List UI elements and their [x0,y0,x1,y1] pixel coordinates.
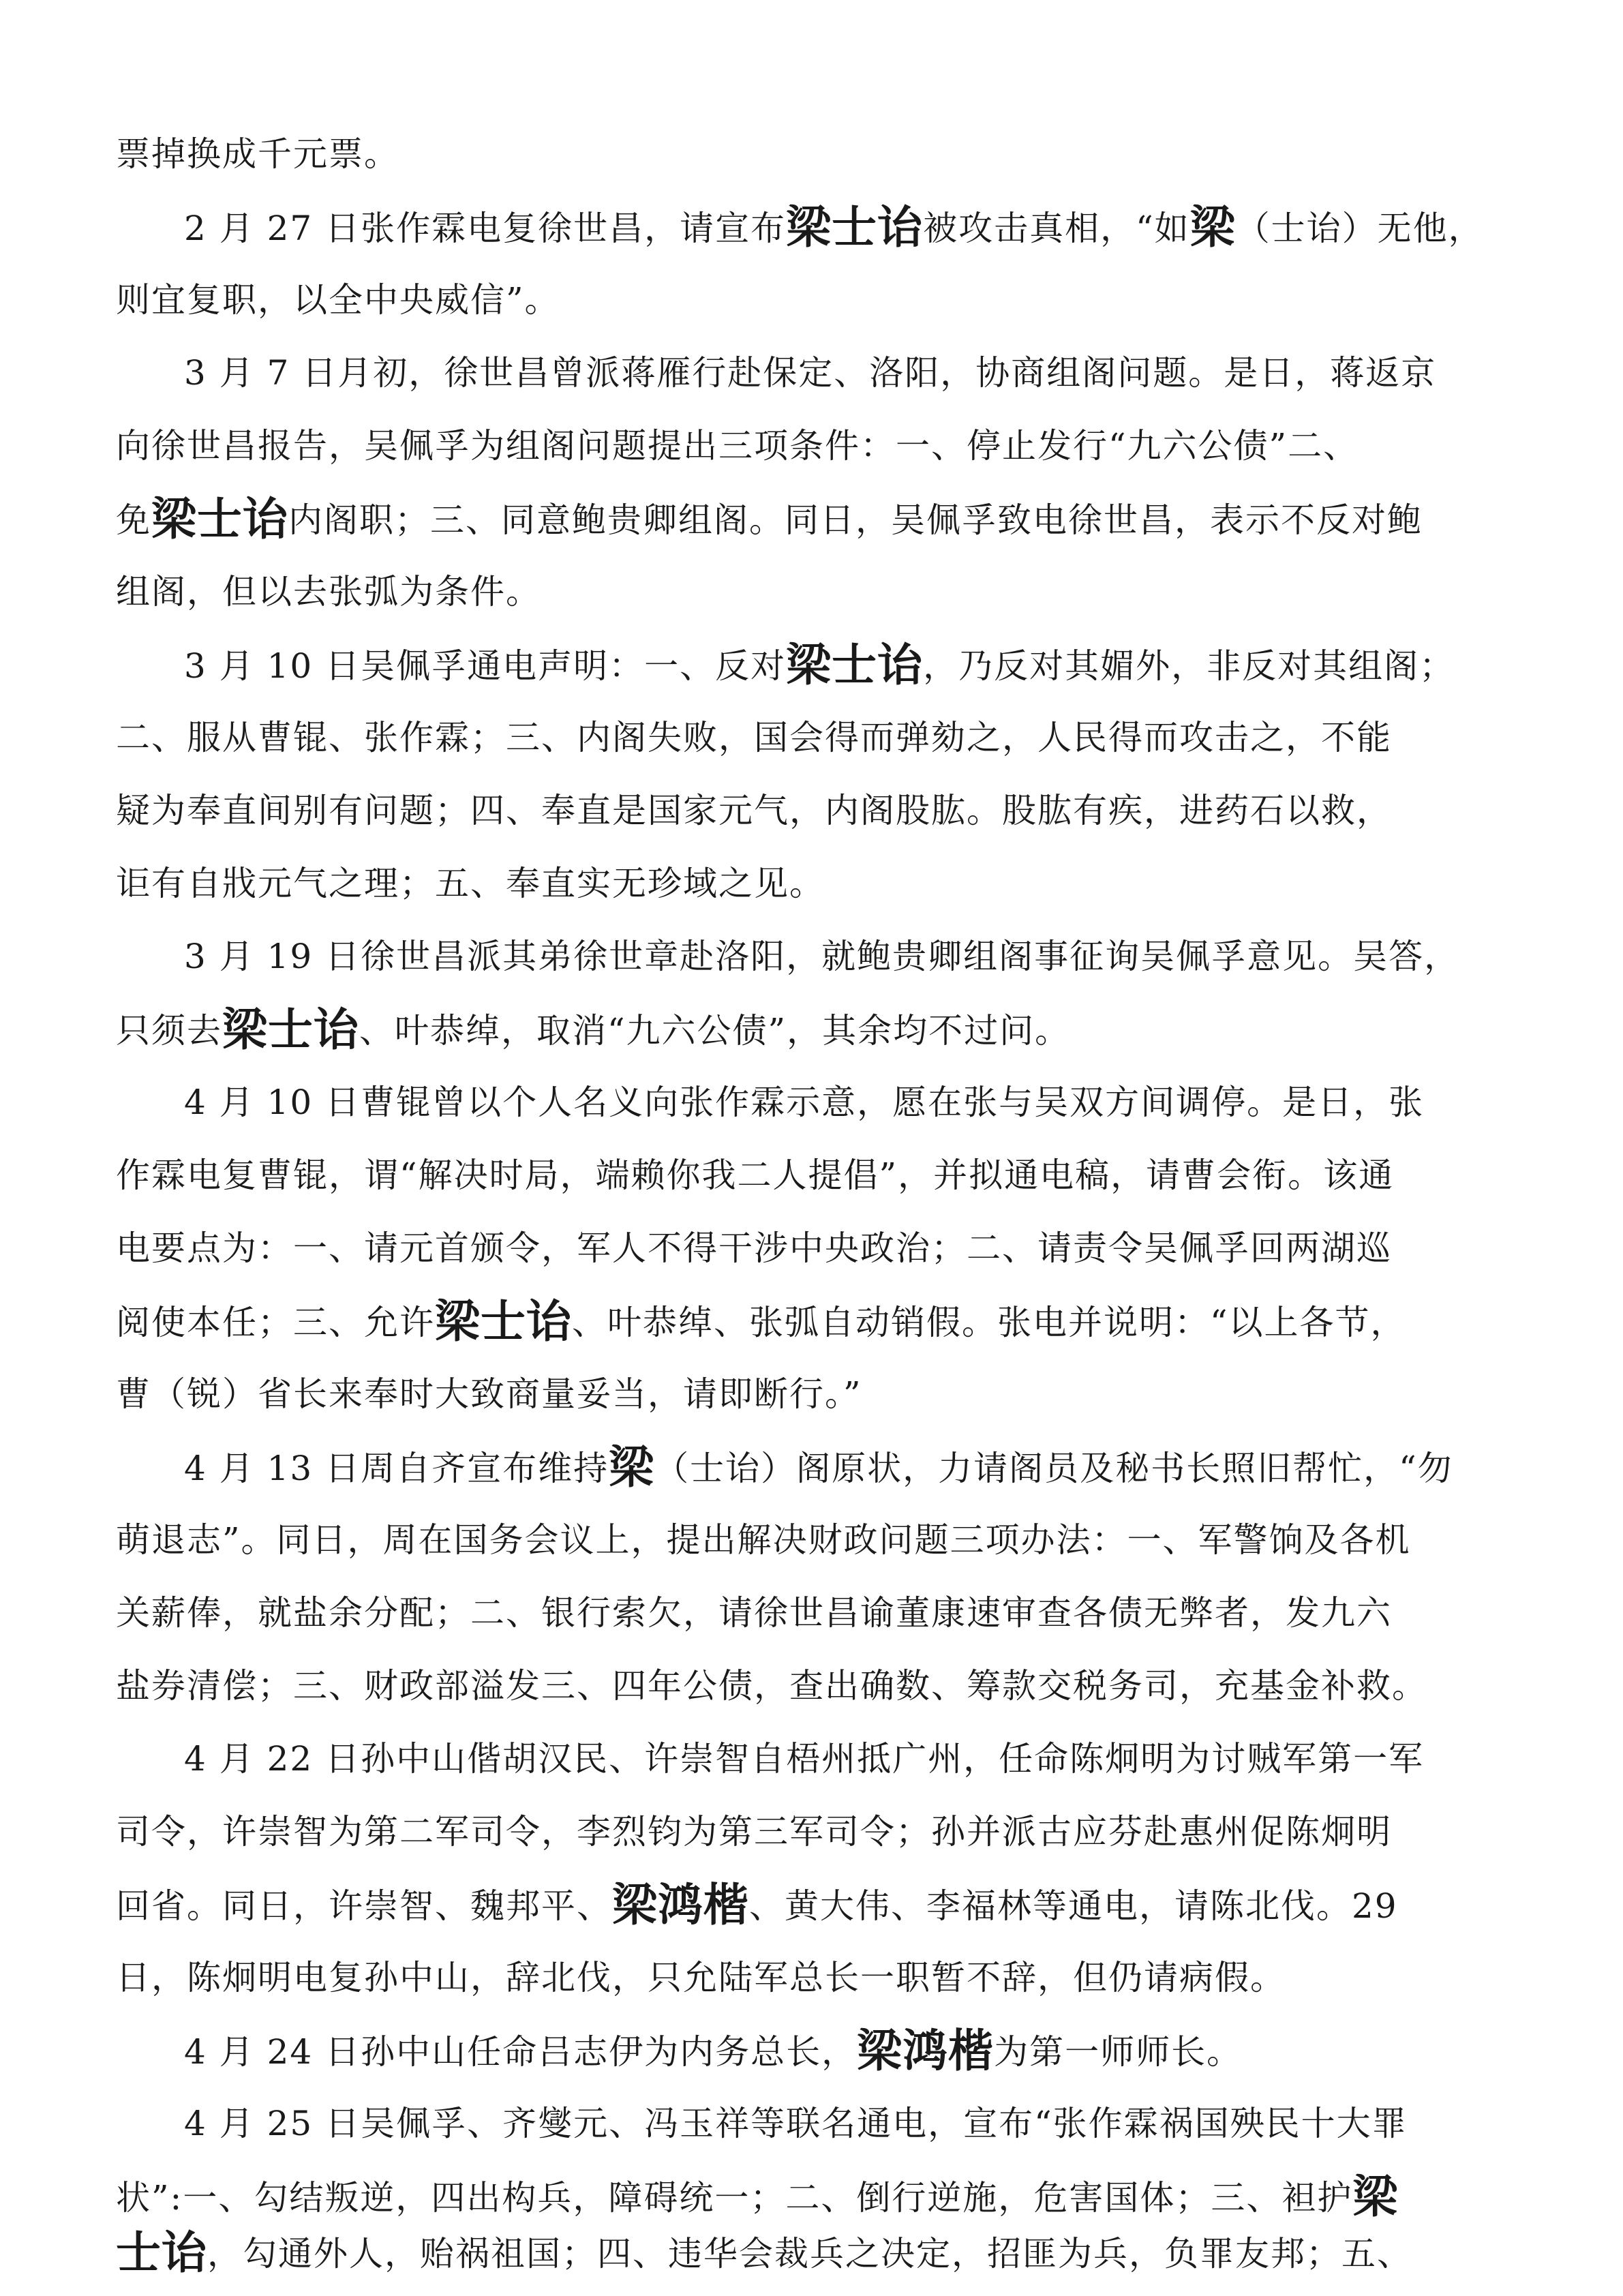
name-yi: 诒 [162,2226,207,2279]
text-segment: 、叶恭绰，取消“九六公债”，其余均不过问。 [359,1011,1071,1051]
name-liang-shiyi: 梁士诒 [786,638,924,691]
text-line [184,1442,1453,1511]
text-line [116,1880,1398,1948]
text-line [184,2026,1242,2094]
name-liang-shiyi: 梁士诒 [786,200,924,254]
text-segment: 4 月 25 日吴佩孚、齐燮元、冯玉祥等联名通电，宣布“张作霖祸国殃民十大罪 [184,2104,1408,2143]
text-line [116,1224,1392,1292]
text-segment: 免 [116,500,151,540]
text-segment: 疑为奉直间别有问题；四、奉直是国家元气，内阁股肱。股肱有疾，进药石以救， [116,791,1392,830]
text-line [184,1734,1424,1802]
text-segment: 2 月 27 日张作霖电复徐世昌，请宣布 [184,209,787,248]
name-liang: 梁 [1352,2170,1399,2223]
text-segment: 3 月 19 日徐世昌派其弟徐世章赴洛阳，就鲍贵卿组阁事征询吴佩孚意见。吴答， [184,937,1460,976]
text-segment: 二、服从曹锟、张作霖；三、内阁失败，国会得而弹劾之，人民得而攻击之，不能 [116,718,1392,757]
text-segment: （士诒）阁原状，力请阁员及秘书长照旧帮忙，“勿 [654,1449,1453,1488]
text-line [116,1807,1392,1875]
name-liang-shiyi: 梁士诒 [222,1003,359,1056]
text-segment: 曹（锐）省长来奉时大致商量妥当，请即断行。” [116,1374,862,1414]
name-liang: 梁 [1189,200,1236,254]
name-liang: 梁 [609,1440,655,1494]
text-line [116,2228,1412,2296]
text-segment: 、叶恭绰、张弧自动销假。张电并说明：“以上各节， [572,1303,1406,1342]
name-liang-honkai: 梁鸿楷 [857,2024,995,2077]
text-line [116,1953,1286,2021]
text-segment: 4 月 13 日周自齐宣布维持 [184,1449,609,1488]
text-segment: 司令，许崇智为第二军司令，李烈钧为第三军司令；孙并派古应芬赴惠州促陈炯明 [116,1812,1392,1852]
text-segment: ，乃反对其媚外，非反对其组阁； [923,646,1455,686]
text-segment: 4 月 24 日孙中山任命吕志伊为内务总长， [184,2032,858,2072]
text-segment: 讵有自戕元气之理；五、奉直实无珍域之见。 [116,864,825,903]
text-line [116,567,541,635]
text-segment: 只须去 [116,1011,222,1051]
text-segment: 4 月 22 日孙中山偕胡汉民、许崇智自梧州抵广州，任命陈炯明为讨贼军第一军 [184,1739,1425,1779]
text-segment: 、黄大伟、李福林等通电，请陈北伐。29 [749,1886,1398,1926]
text-line [116,1005,1070,1073]
text-line [116,130,399,198]
text-line [116,786,1392,854]
text-segment: （士诒）无他， [1235,209,1484,248]
text-line [116,494,1423,562]
text-segment: 阅使本任；三、允许 [116,1303,435,1342]
text-segment: 作霖电复曹锟，谓“解决时局，端赖你我二人提倡”，并拟通电稿，请曹会衔。该通 [116,1155,1395,1195]
text-line [184,202,1484,271]
text-line [184,1078,1424,1146]
text-line [116,1370,862,1438]
name-liang-honkai: 梁鸿楷 [612,1878,749,1931]
text-segment: 回省。同日，许崇智、魏邦平、 [116,1886,612,1926]
text-segment: 关薪俸，就盐余分配；二、银行索欠，请徐世昌谕董康速审查各债无弊者，发九六 [116,1593,1392,1633]
text-segment: 电要点为：一、请元首颁令，军人不得干涉中央政治；二、请责令吴佩孚回两湖巡 [116,1228,1392,1268]
name-liang-shiyi: 梁士诒 [435,1295,572,1348]
name-liang-shiyi: 梁士诒 [151,492,288,545]
text-segment: 3 月 7 日月初，徐世昌曾派蒋雁行赴保定、洛阳，协商组阁问题。是日，蒋返京 [184,353,1437,393]
text-segment: ，勾通外人，贻祸祖国；四、违华会裁兵之决定，招匪为兵，负罪友邦；五、 [207,2234,1412,2274]
text-line [184,932,1459,1000]
text-segment: 票掉换成千元票。 [116,134,399,174]
text-segment: 向徐世昌报告，吴佩孚为组阁问题提出三项条件：一、停止发行“九六公债”二、 [116,426,1359,466]
text-line [116,1661,1427,1729]
text-line [116,421,1359,489]
text-line [116,1515,1411,1584]
text-line [184,348,1436,417]
text-line [116,1297,1406,1365]
text-line [184,2099,1408,2167]
text-line [116,1588,1392,1657]
text-segment: 3 月 10 日吴佩孚通电声明：一、反对 [184,646,787,686]
text-segment: 被攻击真相，“如 [923,209,1190,248]
text-segment: 盐券清偿；三、财政部溢发三、四年公债，查出确数、筹款交税务司，充基金补救。 [116,1666,1427,1706]
text-segment: 为第一师师长。 [994,2032,1243,2072]
text-line [184,640,1455,708]
text-segment: 组阁，但以去张弧为条件。 [116,572,541,611]
text-line [116,275,560,344]
name-shi: 士 [116,2226,162,2279]
text-line [116,713,1392,781]
text-line [116,859,825,927]
text-segment: 4 月 10 日曹锟曾以个人名义向张作霖示意，愿在张与吴双方间调停。是日，张 [184,1083,1425,1122]
text-segment: 状”:一、勾结叛逆，四出构兵，障碍统一；二、倒行逆施，危害国体；三、袒护 [116,2178,1353,2218]
text-segment: 萌退志”。同日，周在国务会议上，提出解决财政问题三项办法：一、军警饷及各机 [116,1520,1411,1560]
text-line [116,1151,1394,1219]
text-segment: 则宜复职，以全中央威信”。 [116,280,560,320]
text-segment: 日，陈炯明电复孙中山，辞北伐，只允陆军总长一职暂不辞，但仍请病假。 [116,1958,1286,1997]
text-segment: 内阁职；三、同意鲍贵卿组阁。同日，吴佩孚致电徐世昌，表示不反对鲍 [288,500,1423,540]
